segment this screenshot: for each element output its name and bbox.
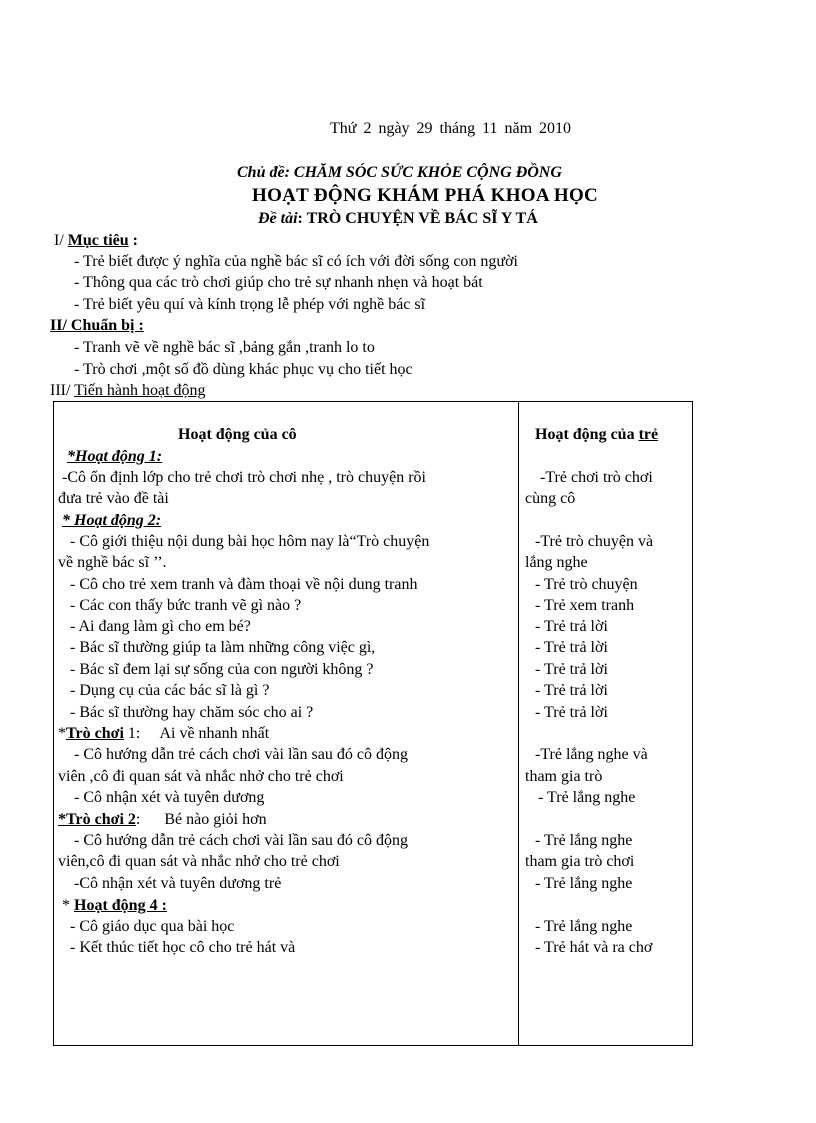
teacher-row: - Bác sĩ thường hay chăm sóc cho ai ?: [70, 704, 314, 721]
teacher-row: - Ai đang làm gì cho em bé?: [70, 618, 251, 635]
game-2-label: *Trò chơi 2: [58, 811, 136, 828]
child-row: lắng nghe: [525, 554, 588, 571]
activity-4-label: Hoạt động 4 :: [74, 897, 167, 914]
activity-title: HOẠT ĐỘNG KHÁM PHÁ KHOA HỌC: [252, 185, 599, 206]
child-row: - Trẻ trả lời: [535, 704, 608, 721]
game-1-label: Trò chơi: [66, 725, 124, 742]
teacher-row: - Kết thúc tiết học cô cho trẻ hát và: [70, 939, 296, 956]
teacher-row: - Cô giáo dục qua bài học: [70, 918, 235, 935]
section-procedure-heading: [50, 382, 206, 400]
child-row: - Trẻ trò chuyện: [535, 576, 638, 593]
topic-line: [258, 210, 538, 228]
child-row: - Trẻ trả lời: [535, 661, 608, 678]
child-row: - Trẻ hát và ra chơ: [535, 939, 653, 956]
document-date: Thứ 2 ngày 29 tháng 11 năm 2010: [330, 120, 572, 137]
child-header-text: Hoạt động của: [535, 426, 639, 443]
activity-4-heading: * Hoạt động 4 :: [62, 897, 167, 914]
child-row: - Trẻ lắng nghe: [538, 789, 636, 806]
teacher-row: - Cô nhận xét và tuyên dương: [74, 789, 265, 806]
teacher-row: đưa trẻ vào đề tài: [58, 490, 169, 507]
game-2-heading: [58, 811, 267, 829]
teacher-row: - Các con thấy bức tranh vẽ gì nào ?: [70, 597, 302, 614]
game-1-heading: *Trò chơi 1: Ai về nhanh nhất: [58, 725, 270, 742]
child-activity-header: [535, 426, 658, 444]
teacher-row: - Cô hướng dẫn trẻ cách chơi vài lần sau đó cô động: [74, 832, 408, 849]
teacher-row: - Bác sĩ thường giúp ta làm những công việc gì,: [70, 639, 376, 656]
teacher-row: - Cô giới thiệu nội dung bài học hôm nay là“Trò chuyện: [70, 533, 430, 550]
theme-line: [237, 164, 562, 182]
game-2-title: : Bé nào giỏi hơn: [135, 811, 267, 828]
section-number: I/: [54, 232, 68, 249]
section-objectives-heading: [54, 232, 138, 250]
child-row: -Trẻ chơi trò chơi: [540, 469, 653, 486]
teacher-row: - Cô hướng dẫn trẻ cách chơi vài lần sau đó cô động: [74, 746, 408, 763]
teacher-row: - Bác sĩ đem lại sự sống của con người không ?: [70, 661, 374, 678]
teacher-row: về nghề bác sĩ ’’.: [58, 554, 167, 571]
teacher-row: - Cô cho trẻ xem tranh và đàm thoại về nội dung tranh: [70, 576, 418, 593]
theme-label: Chủ đề: [237, 164, 285, 181]
table-column-divider: [518, 401, 519, 1046]
child-row: - Trẻ trả lời: [535, 639, 608, 656]
teacher-row: viên ,cô đi quan sát và nhắc nhở cho trẻ chơi: [58, 768, 344, 785]
activity-1-heading: *Hoạt động 1:: [67, 448, 163, 465]
preparation-item: - Tranh vẽ về nghề bác sĩ ,bảng gắn ,tranh lo to: [74, 339, 375, 356]
game-1-title: 1: Ai về nhanh nhất: [123, 725, 270, 742]
teacher-row: -Cô ổn định lớp cho trẻ chơi trò chơi nhẹ , trò chuyện rồi: [62, 469, 426, 486]
teacher-row: - Dụng cụ của các bác sĩ là gì ?: [70, 682, 270, 699]
child-row: - Trẻ lắng nghe: [535, 918, 633, 935]
teacher-activity-header: Hoạt động của cô: [178, 426, 297, 443]
section-number: III/: [50, 382, 75, 399]
objective-item: - Trẻ biết được ý nghĩa của nghề bác sĩ có ích với đời sống con người: [74, 253, 518, 270]
section-preparation-heading: II/ Chuẩn bị :: [50, 317, 144, 334]
child-row: - Trẻ lắng nghe: [535, 832, 633, 849]
child-row: tham gia trò: [525, 768, 603, 785]
activity-2-heading: * Hoạt động 2:: [62, 512, 162, 529]
section-title: Mục tiêu: [67, 232, 129, 249]
child-row: cùng cô: [525, 490, 576, 507]
teacher-row: -Cô nhận xét và tuyên dương trẻ: [74, 875, 282, 892]
child-row: - Trẻ lắng nghe: [535, 875, 633, 892]
objective-item: - Thông qua các trò chơi giúp cho trẻ sự nhanh nhẹn và hoạt bát: [74, 274, 483, 291]
child-row: tham gia trò chơi: [525, 853, 635, 870]
preparation-item: - Trò chơi ,một số đồ dùng khác phục vụ cho tiết học: [74, 361, 413, 378]
child-row: - Trẻ trả lời: [535, 618, 608, 635]
child-row: -Trẻ lắng nghe và: [535, 746, 648, 763]
child-header-underlined: trẻ: [638, 426, 659, 443]
child-row: - Trẻ trả lời: [535, 682, 608, 699]
topic-label: Đề tài: [258, 210, 298, 227]
theme-value: : CHĂM SÓC SỨC KHỎE CỘNG ĐỒNG: [284, 164, 562, 181]
section-title: Tiến hành hoạt động: [74, 382, 206, 399]
section-colon: :: [128, 232, 138, 249]
child-row: - Trẻ xem tranh: [535, 597, 635, 614]
child-row: -Trẻ trò chuyện và: [535, 533, 654, 550]
teacher-row: viên,cô đi quan sát và nhắc nhở cho trẻ chơi: [58, 853, 340, 870]
objective-item: - Trẻ biết yêu quí và kính trọng lễ phép với nghề bác sĩ: [74, 296, 426, 313]
topic-value: : TRÒ CHUYỆN VỀ BÁC SĨ Y TÁ: [297, 210, 538, 227]
